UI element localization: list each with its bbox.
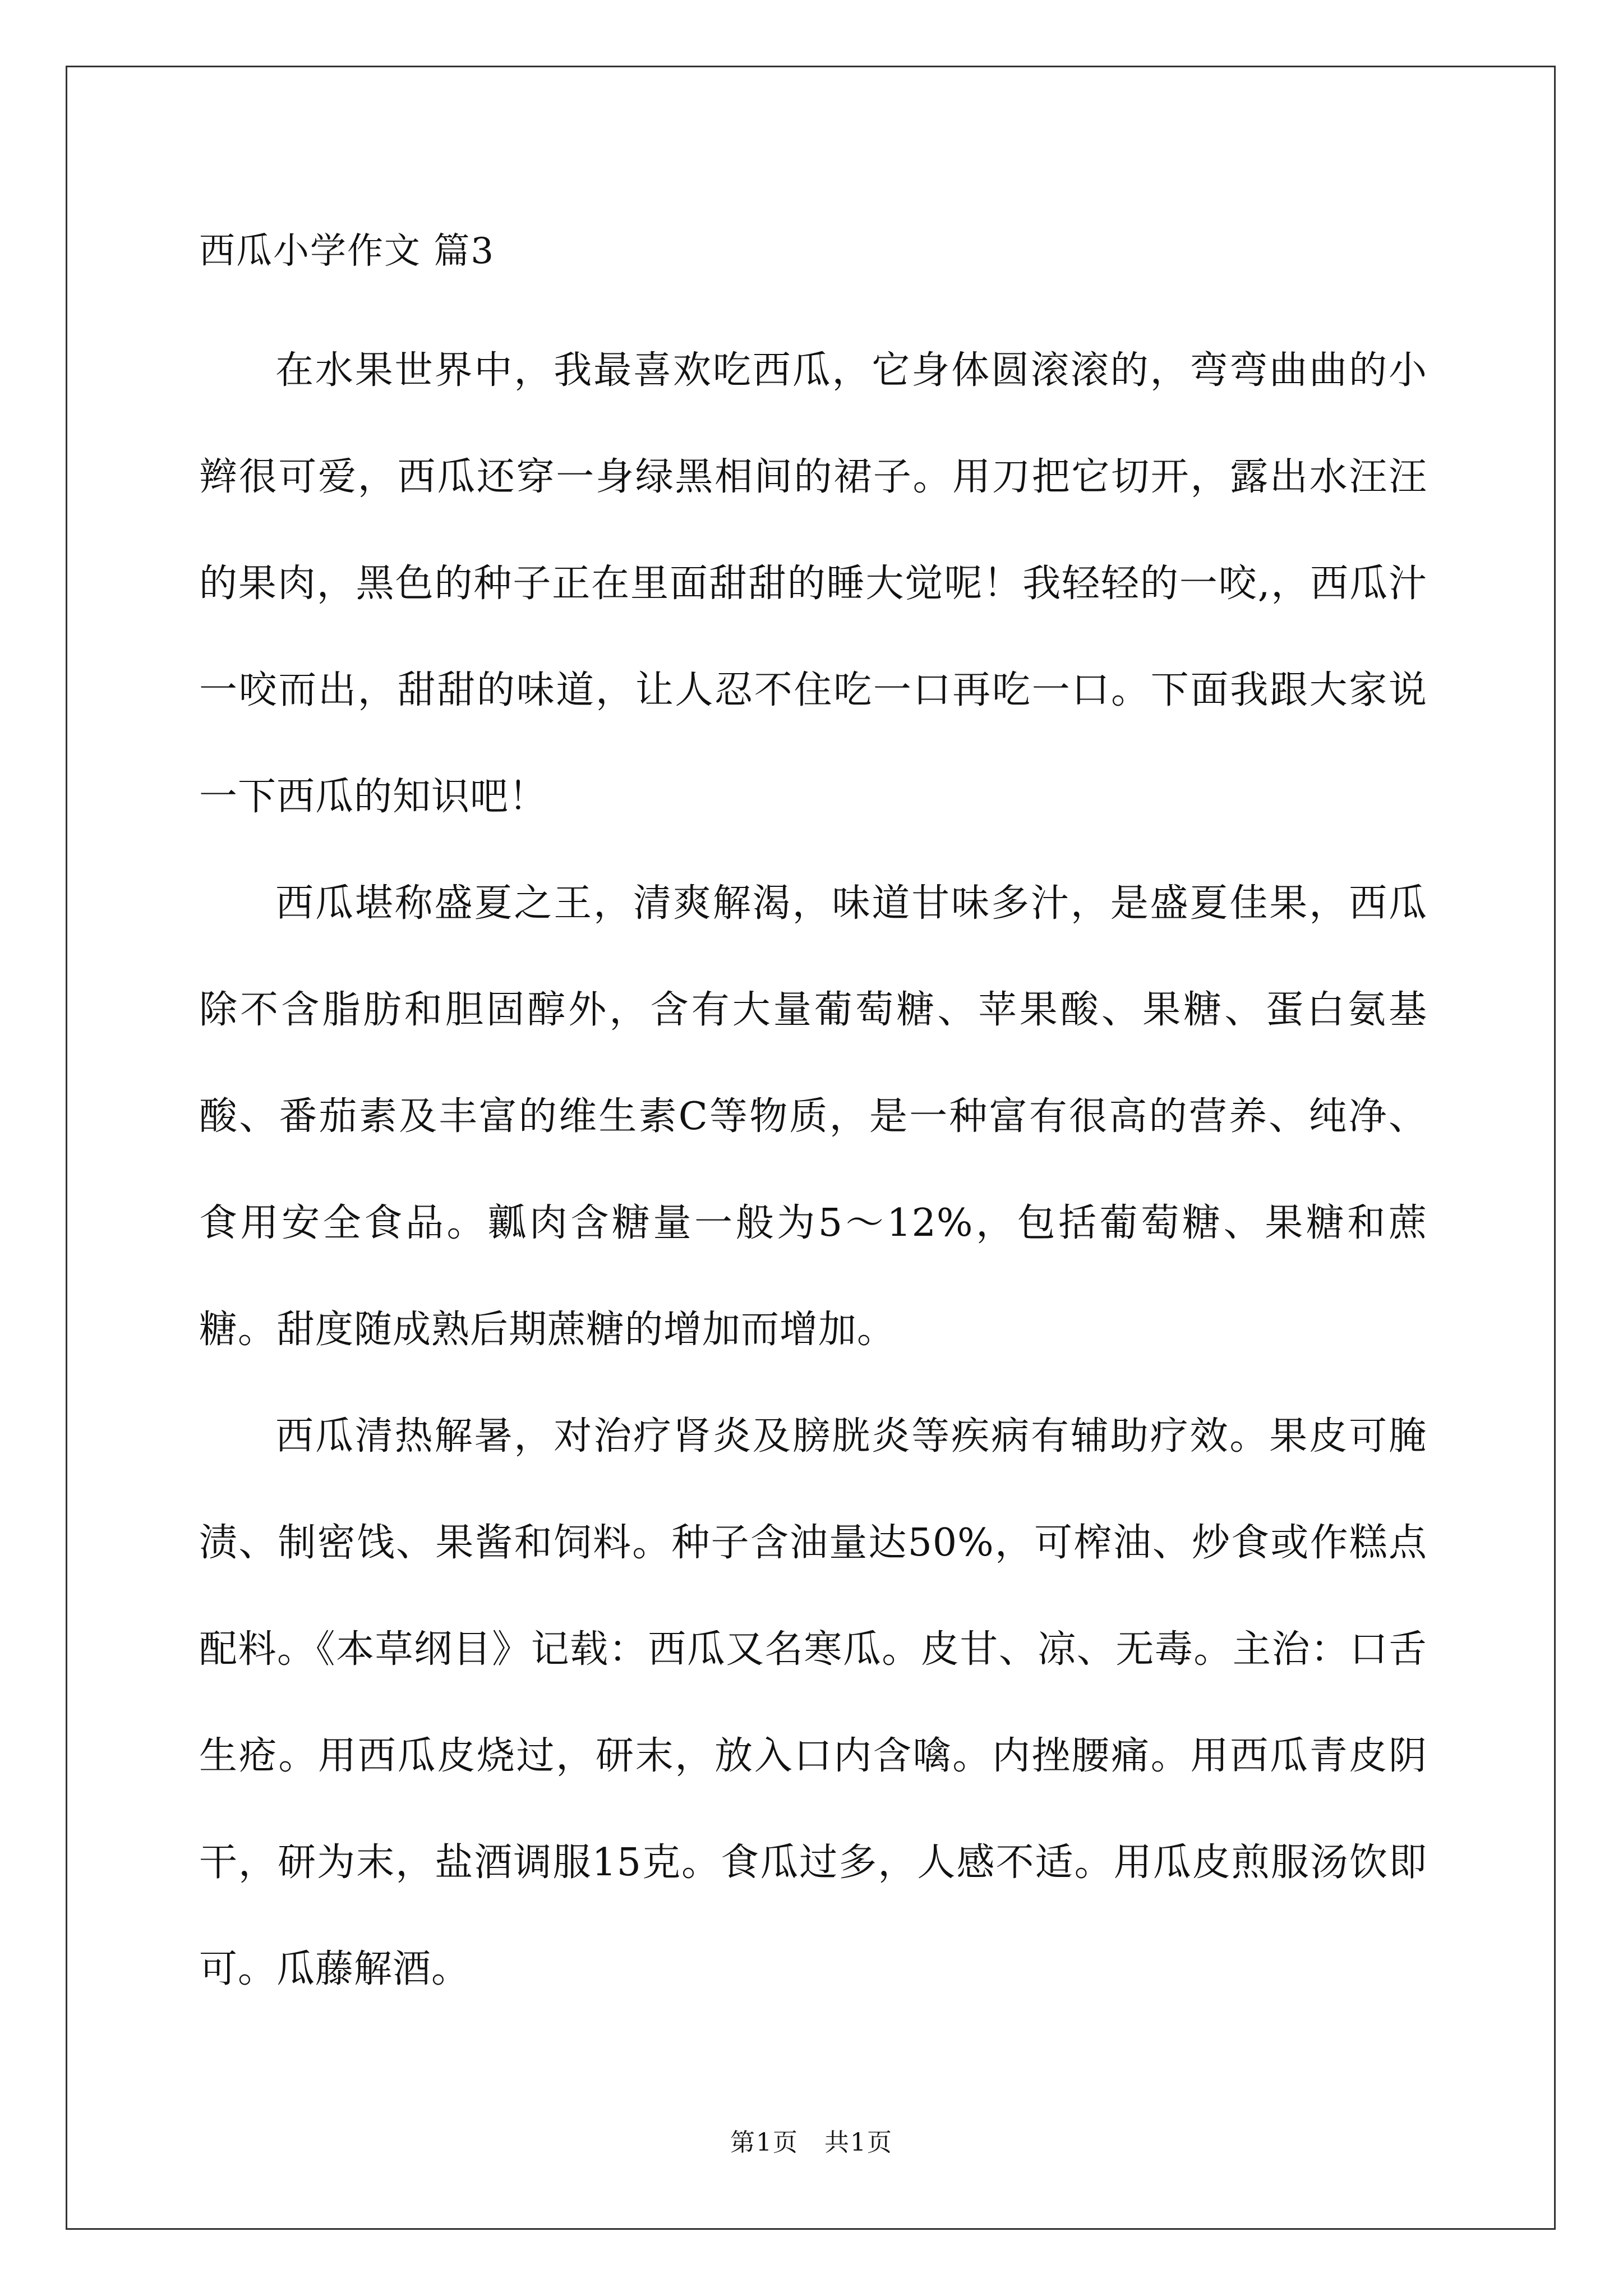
paragraph-1: 在水果世界中，我最喜欢吃西瓜，它身体圆滚滚的，弯弯曲曲的小辫很可爱，西瓜还穿一身绿黑相间的裙子。用刀把它切开，露出水汪汪的果肉，黑色的种子正在里面甜甜的睡大觉呢！我轻轻的一咬,，西瓜汁一咬而出，甜甜的味道，让人忍不住吃一口再吃一口。下面我跟大家说一下西瓜的知识吧！	[199, 348, 1427, 819]
document-body	[199, 224, 1427, 2023]
paragraph-3: 西瓜清热解暑，对治疗肾炎及膀胱炎等疾病有辅助疗效。果皮可腌渍、制密饯、果酱和饲料。种子含油量达50%，可榨油、炒食或作糕点配料。《本草纲目》记载：西瓜又名寒瓜。皮甘、凉、无毒。主治：口舌生疮。用西瓜皮烧过，研末，放入口内含噙。内挫腰痛。用西瓜青皮阴干，研为末，盐酒调服15克。食瓜过多，人感不适。用瓜皮煎服汤饮即可。瓜藤解酒。	[199, 1414, 1427, 1991]
paragraph-2: 西瓜堪称盛夏之王，清爽解渴，味道甘味多汁，是盛夏佳果，西瓜除不含脂肪和胆固醇外，含有大量葡萄糖、苹果酸、果糖、蛋白氨基酸、番茄素及丰富的维生素C等物质，是一种富有很高的营养、纯净、食用安全食品。瓤肉含糖量一般为5～12%，包括葡萄糖、果糖和蔗糖。甜度随成熟后期蔗糖的增加而增加。	[199, 881, 1427, 1352]
page-footer: 第1页 共1页	[730, 2128, 893, 2157]
document-title: 西瓜小学作文 篇3	[199, 231, 495, 272]
